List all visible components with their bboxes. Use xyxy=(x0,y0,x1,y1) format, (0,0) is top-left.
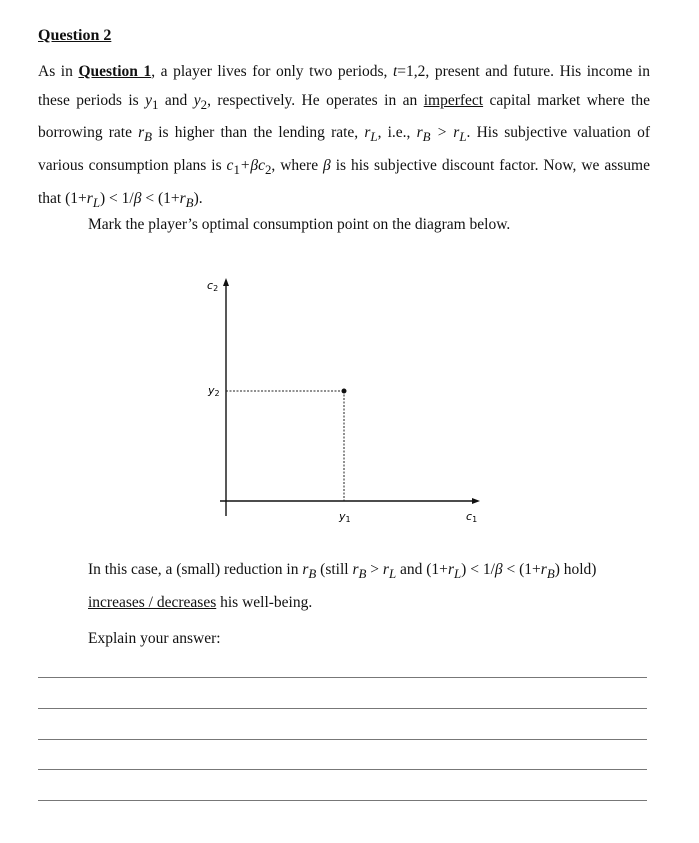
part-two-statement: In this case, a (small) reduction in $r_B$ (still $r_B > r_L$ and $(1+r_L) < 1/\beta < (1+r_B)$ hold) increases / decreases his well-being. xyxy=(88,561,597,611)
c1-axis-label: c1 xyxy=(466,510,478,524)
answer-line[interactable] xyxy=(38,769,647,770)
instruction-text: Mark the player’s optimal consumption point on the diagram below. xyxy=(88,216,511,233)
increase-decrease-choice[interactable]: increases / decreases xyxy=(88,593,217,611)
question-heading: Question 2 xyxy=(38,27,112,44)
answer-line[interactable] xyxy=(38,739,647,740)
endowment-point xyxy=(342,389,347,394)
y1-tick-label: y1 xyxy=(339,510,351,524)
question-1-reference: Question 1 xyxy=(78,63,152,80)
explain-prompt: Explain your answer: xyxy=(88,630,221,647)
imperfect-term: imperfect xyxy=(423,91,484,109)
c2-axis-label: c2 xyxy=(207,279,219,293)
x-axis-arrow xyxy=(472,498,480,504)
y-axis-arrow xyxy=(223,278,229,286)
answer-line[interactable] xyxy=(38,800,647,801)
consumption-diagram[interactable] xyxy=(190,272,490,528)
answer-line[interactable] xyxy=(38,677,647,678)
y2-tick-label: y2 xyxy=(208,384,220,398)
answer-line[interactable] xyxy=(38,708,647,709)
question-paragraph: As in Question 1, a player lives for only two periods, t=1,2, present and future. His income in these periods is $y_1$ and $y_2$, respectively. He operates in an imperfect capital market where the borrowing rate $r_B$ is higher than the lending rate, $r_L$, i.e., $r_B > r_L$. His subjective valuation of various consumption plans is $c_1+\beta c_2$, where β is his subjective discount factor. Now, we assume that $(1+r_L) < 1/\beta < (1+r_B)$. xyxy=(38,63,651,210)
